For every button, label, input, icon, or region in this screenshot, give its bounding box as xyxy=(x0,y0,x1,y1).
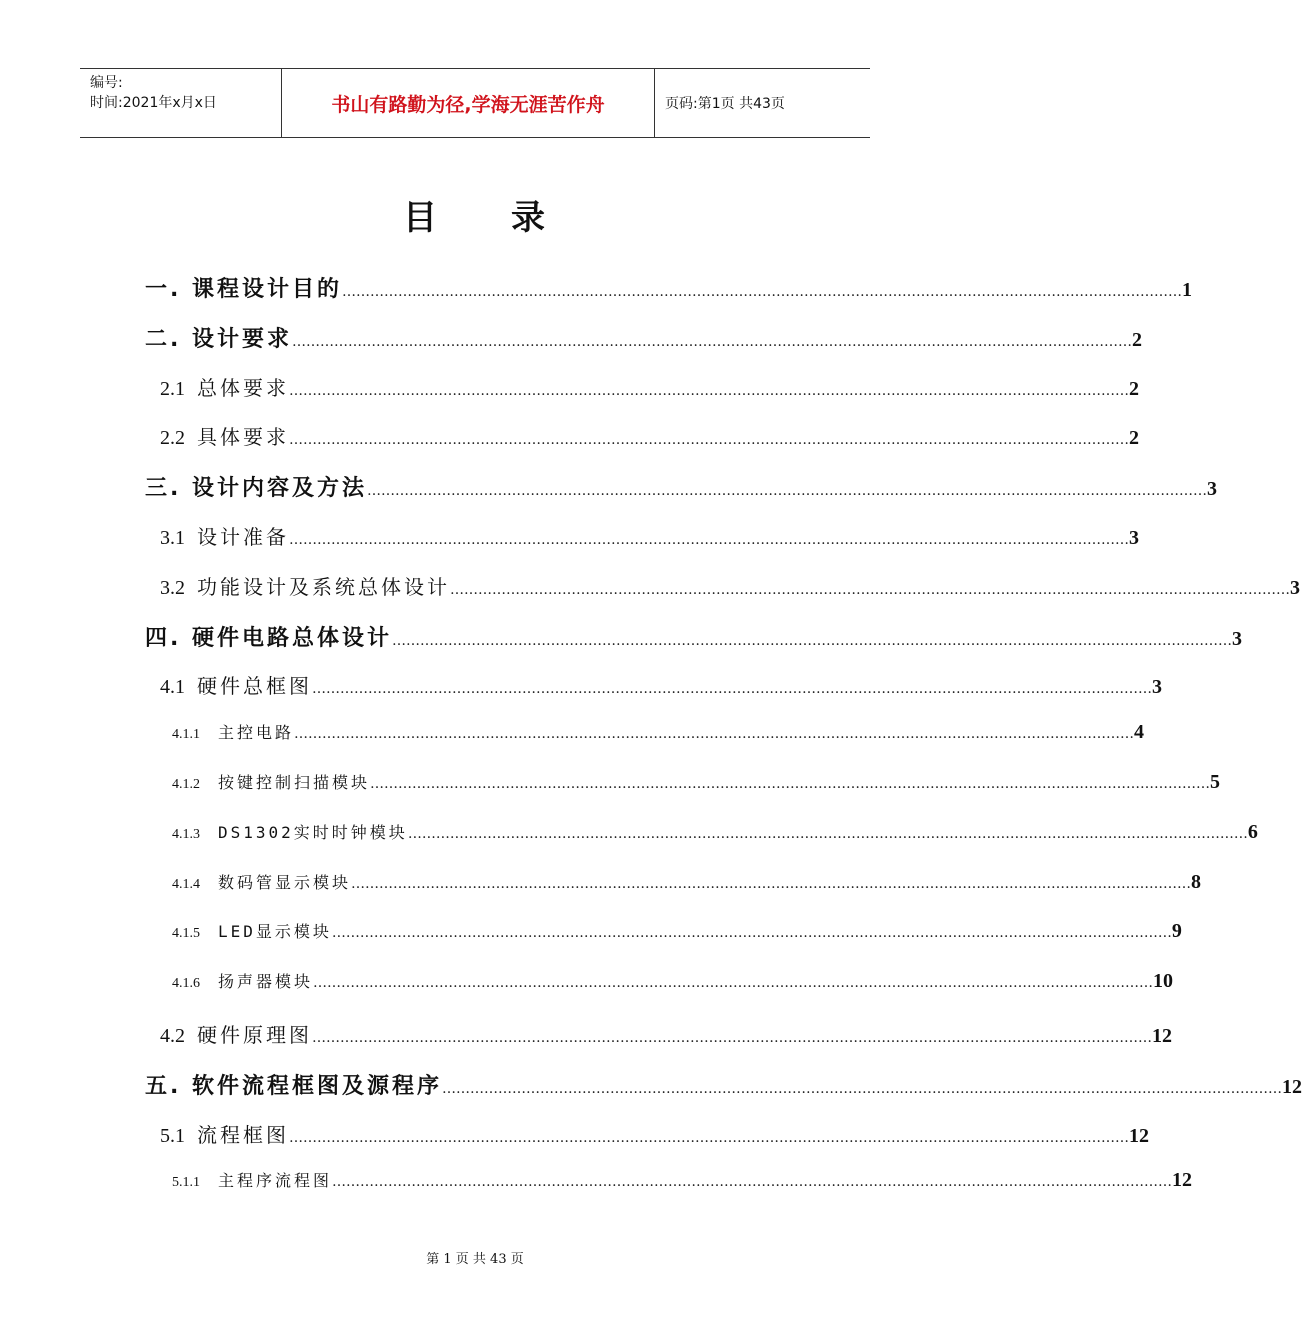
toc-leader-dots: ……………………………………………………………………………………………………………………………………………………………… xyxy=(294,726,1135,743)
toc-entry-number: 4.1 xyxy=(160,676,185,699)
toc-entry-page: 3 xyxy=(1152,676,1162,699)
toc-entry-number: 5.1.1 xyxy=(172,1175,200,1191)
toc-entry[interactable] xyxy=(160,372,1139,401)
toc-entry-number: 4.2 xyxy=(160,1025,185,1047)
number-label: 编号: xyxy=(90,75,123,91)
toc-entry-title: 主程序流程图 xyxy=(218,1171,333,1191)
toc-entry-page: 12 xyxy=(1152,1025,1172,1047)
page-info: 页码:第1页 共43页 xyxy=(665,96,785,112)
toc-entry[interactable] xyxy=(172,720,1145,744)
toc-entry-title: 功能设计及系统总体设计 xyxy=(197,574,450,599)
toc-entry-page: 2 xyxy=(1129,377,1139,400)
toc-entry[interactable] xyxy=(160,421,1139,450)
toc-entry-page: 4 xyxy=(1134,721,1145,744)
toc-entry-page: 12 xyxy=(1129,1124,1149,1147)
title-char-1: 目 xyxy=(403,198,439,238)
toc-entry[interactable] xyxy=(145,621,1243,652)
toc-leader-dots: ……………………………………………………………………………………………………………………………………………………………… xyxy=(292,333,1133,350)
toc-entry-title: 四. 硬件电路总体设计 xyxy=(145,625,393,651)
toc-leader-dots: ……………………………………………………………………………………………………………………………………………………………… xyxy=(407,825,1248,842)
toc-leader-dots: ……………………………………………………………………………………………………………………………………………………………… xyxy=(367,483,1208,500)
toc-entry[interactable] xyxy=(145,272,1193,303)
toc-entry-title: DS1302实时时钟模块 xyxy=(218,822,408,842)
toc-entry-number: 2.1 xyxy=(160,377,185,400)
toc-entry-number: 4.1.1 xyxy=(172,727,200,743)
toc-leader-dots: ……………………………………………………………………………………………………………………………………………………………… xyxy=(342,284,1183,300)
toc-entry[interactable] xyxy=(160,670,1162,699)
toc-leader-dots: ……………………………………………………………………………………………………………………………………………………………… xyxy=(289,432,1129,449)
toc-entry[interactable] xyxy=(145,471,1218,502)
page-footer: 第 1 页 共 43 页 xyxy=(426,1252,524,1267)
toc-entry[interactable] xyxy=(160,521,1139,550)
motto-text: 书山有路勤为径,学海无涯苦作舟 xyxy=(331,93,605,116)
toc-entry-number: 4.1.3 xyxy=(172,826,200,842)
toc-entry-number: 4.1.4 xyxy=(172,876,200,892)
toc-entry[interactable] xyxy=(160,1119,1149,1148)
toc-entry-title: 主控电路 xyxy=(218,723,295,743)
toc-leader-dots: ……………………………………………………………………………………………………………………………………………………………… xyxy=(351,875,1192,892)
toc-entry[interactable] xyxy=(172,969,1174,993)
toc-entry[interactable] xyxy=(145,322,1143,353)
toc-entry-number: 4.1.6 xyxy=(172,976,200,992)
toc-entry-page: 2 xyxy=(1132,328,1143,351)
toc-entry-page: 1 xyxy=(1182,279,1193,301)
toc-entry-page: 10 xyxy=(1153,970,1174,993)
toc-entry-title: 扬声器模块 xyxy=(218,972,314,992)
toc-entry[interactable] xyxy=(160,571,1300,600)
toc-entry-title: 一. 课程设计目的 xyxy=(145,277,343,302)
toc-entry-title: LED显示模块 xyxy=(218,922,332,942)
toc-entry-number: 2.2 xyxy=(160,427,185,450)
toc-entry-page: 12 xyxy=(1282,1075,1302,1098)
toc-entry-page: 5 xyxy=(1210,771,1221,793)
toc-entry[interactable] xyxy=(145,1069,1302,1100)
toc-entry-page: 9 xyxy=(1171,920,1182,943)
toc-entry-page: 12 xyxy=(1172,1169,1193,1192)
toc-entry-title: 五. 软件流程框图及源程序 xyxy=(145,1073,443,1099)
toc-entry-page: 3 xyxy=(1207,478,1218,501)
toc-leader-dots: ……………………………………………………………………………………………………………………………………………………………… xyxy=(332,1174,1173,1191)
toc-leader-dots: ……………………………………………………………………………………………………………………………………………………………… xyxy=(289,382,1129,399)
toc-leader-dots: ……………………………………………………………………………………………………………………………………………………………… xyxy=(313,975,1154,992)
toc-entry-page: 8 xyxy=(1191,870,1202,893)
toc-entry[interactable] xyxy=(160,1019,1172,1048)
toc-leader-dots: ……………………………………………………………………………………………………………………………………………………………… xyxy=(392,632,1233,649)
toc-entry-page: 3 xyxy=(1129,527,1139,549)
toc-entry-page: 3 xyxy=(1290,576,1300,599)
toc-leader-dots: ……………………………………………………………………………………………………………………………………………………………… xyxy=(442,1080,1283,1097)
toc-entry-title: 数码管显示模块 xyxy=(218,872,352,892)
toc-entry-title: 硬件总框图 xyxy=(197,674,312,699)
toc-entry-number: 3.1 xyxy=(160,527,185,549)
title-char-2: 录 xyxy=(511,198,547,238)
toc-entry-number: 4.1.2 xyxy=(172,777,200,792)
toc-entry-title: 二. 设计要求 xyxy=(145,326,293,352)
toc-entry-title: 流程框图 xyxy=(197,1122,289,1147)
toc-leader-dots: ……………………………………………………………………………………………………………………………………………………………… xyxy=(289,532,1129,548)
toc-entry-title: 三. 设计内容及方法 xyxy=(145,476,368,502)
toc-entry-title: 具体要求 xyxy=(197,425,289,450)
toc-leader-dots: ……………………………………………………………………………………………………………………………………………………………… xyxy=(312,1030,1152,1046)
toc-entry[interactable] xyxy=(172,1168,1193,1192)
time-label: 时间:2021年x月x日 xyxy=(90,95,217,111)
toc-entry[interactable] xyxy=(172,870,1202,894)
toc-leader-dots: ……………………………………………………………………………………………………………………………………………………………… xyxy=(312,681,1152,698)
toc-leader-dots: ……………………………………………………………………………………………………………………………………………………………… xyxy=(331,925,1172,942)
toc-leader-dots: ……………………………………………………………………………………………………………………………………………………………… xyxy=(450,581,1290,598)
toc-entry-page: 2 xyxy=(1129,427,1139,450)
toc-entry[interactable] xyxy=(172,770,1221,794)
toc-entry[interactable] xyxy=(172,919,1182,943)
toc-entry-number: 5.1 xyxy=(160,1124,185,1147)
toc-entry[interactable] xyxy=(172,820,1258,844)
toc-entry-title: 硬件原理图 xyxy=(197,1023,312,1047)
toc-entry-number: 4.1.5 xyxy=(172,926,200,942)
toc-entry-page: 3 xyxy=(1232,627,1243,650)
toc-entry-number: 3.2 xyxy=(160,576,185,599)
toc-entry-title: 总体要求 xyxy=(197,375,289,400)
toc-leader-dots: ……………………………………………………………………………………………………………………………………………………………… xyxy=(370,776,1211,792)
toc-entry-title: 设计准备 xyxy=(197,525,289,549)
toc-entry-title: 按键控制扫描模块 xyxy=(218,773,371,792)
toc-leader-dots: ……………………………………………………………………………………………………………………………………………………………… xyxy=(289,1129,1129,1146)
toc-entry-page: 6 xyxy=(1247,820,1258,843)
